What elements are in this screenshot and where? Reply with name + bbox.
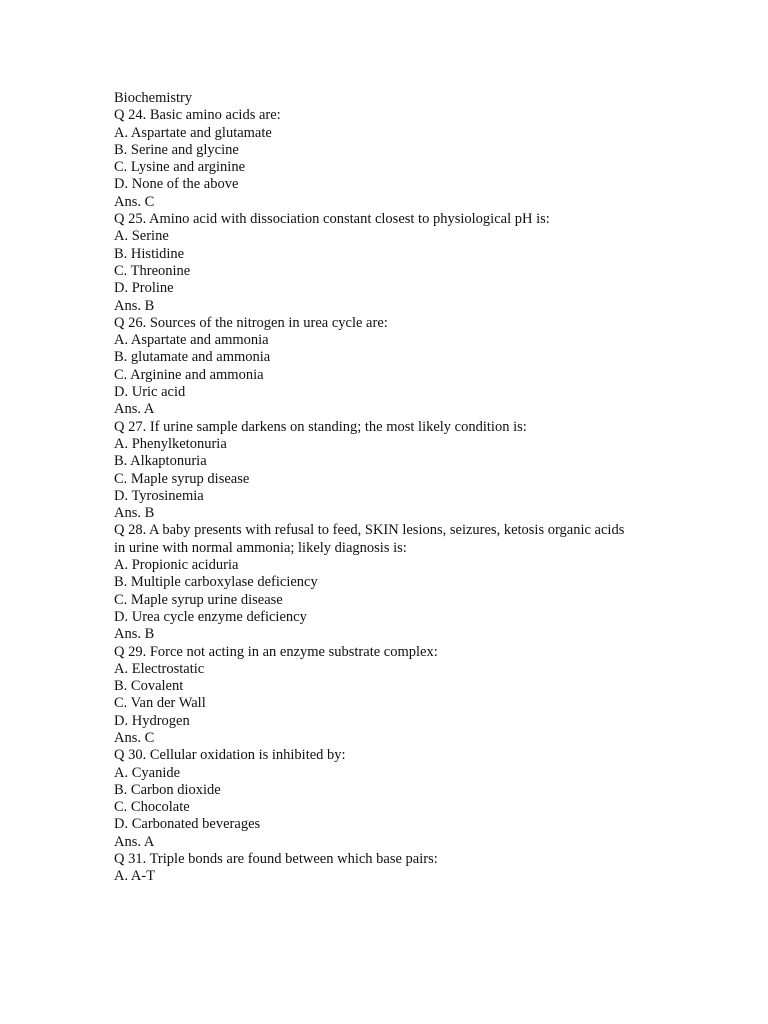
answer-option: D. Hydrogen <box>114 712 190 729</box>
answer-option: A. Phenylketonuria <box>114 435 227 452</box>
answer-option: D. None of the above <box>114 176 239 193</box>
answer-option: C. Lysine and arginine <box>114 159 246 176</box>
answer-key: Ans. A <box>114 401 155 418</box>
answer-option: A. Electrostatic <box>114 660 205 677</box>
answer-option: C. Van der Wall <box>114 695 206 712</box>
answer-option: C. Maple syrup disease <box>114 470 250 487</box>
answer-option: A. Cyanide <box>114 764 181 781</box>
answer-option: D. Uric acid <box>114 384 186 401</box>
answer-option: A. Serine <box>114 228 169 245</box>
answer-option: B. Carbon dioxide <box>114 781 221 798</box>
answer-key: Ans. C <box>114 193 155 210</box>
question-text: Q 29. Force not acting in an enzyme substrate complex: <box>114 643 438 660</box>
answer-option: B. Histidine <box>114 245 185 262</box>
question-text: Q 30. Cellular oxidation is inhibited by: <box>114 747 346 764</box>
answer-option: D. Urea cycle enzyme deficiency <box>114 608 307 625</box>
answer-option: B. Covalent <box>114 678 184 695</box>
answer-option: A. Propionic aciduria <box>114 557 239 574</box>
answer-key: Ans. A <box>114 833 155 850</box>
document-page <box>114 90 734 886</box>
answer-option: D. Tyrosinemia <box>114 487 204 504</box>
question-text: Q 28. A baby presents with refusal to feed, SKIN lesions, seizures, ketosis organic acids <box>114 522 625 539</box>
answer-key: Ans. C <box>114 729 155 746</box>
answer-option: B. Serine and glycine <box>114 141 239 158</box>
answer-option: D. Carbonated beverages <box>114 816 261 833</box>
answer-option: A. A-T <box>114 868 156 885</box>
question-text: Q 31. Triple bonds are found between which base pairs: <box>114 851 438 868</box>
answer-option: C. Maple syrup urine disease <box>114 591 283 608</box>
answer-option: C. Arginine and ammonia <box>114 366 264 383</box>
answer-option: C. Threonine <box>114 262 191 279</box>
answer-option: A. Aspartate and ammonia <box>114 332 269 349</box>
answer-option: C. Chocolate <box>114 799 190 816</box>
answer-key: Ans. B <box>114 505 155 522</box>
answer-option: D. Proline <box>114 280 174 297</box>
answer-option: A. Aspartate and glutamate <box>114 124 272 141</box>
question-text: Q 24. Basic amino acids are: <box>114 107 281 124</box>
question-text: Q 26. Sources of the nitrogen in urea cycle are: <box>114 314 388 331</box>
answer-option: B. Multiple carboxylase deficiency <box>114 574 318 591</box>
question-text: Q 25. Amino acid with dissociation constant closest to physiological pH is: <box>114 211 550 228</box>
question-text: Q 27. If urine sample darkens on standing; the most likely condition is: <box>114 418 527 435</box>
document-title: Biochemistry <box>114 90 193 106</box>
answer-key: Ans. B <box>114 297 155 314</box>
answer-option: B. Alkaptonuria <box>114 453 207 470</box>
question-text-continued: in urine with normal ammonia; likely diagnosis is: <box>114 539 407 556</box>
answer-option: B. glutamate and ammonia <box>114 349 271 366</box>
answer-key: Ans. B <box>114 626 155 643</box>
